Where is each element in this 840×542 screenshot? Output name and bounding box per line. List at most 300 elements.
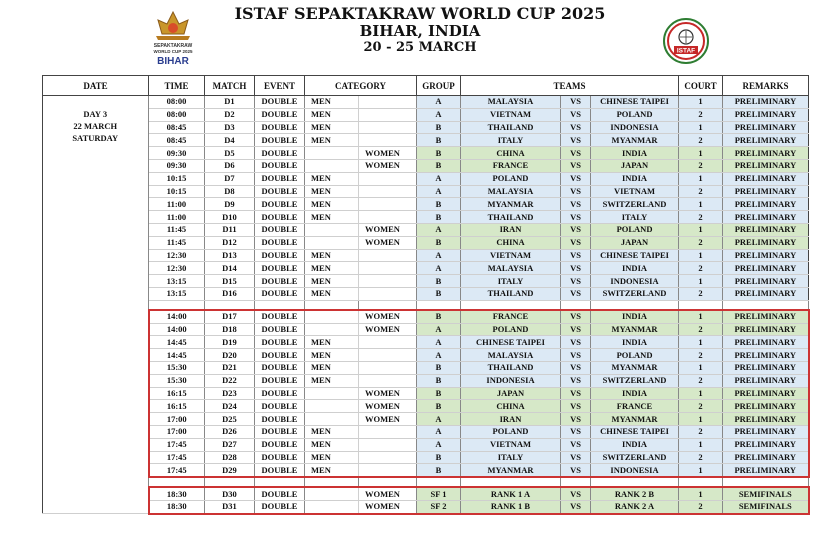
cell-team2: SWITZERLAND — [591, 198, 679, 211]
cell-team1: MALAYSIA — [461, 96, 561, 109]
cell-time: 17:45 — [149, 438, 205, 451]
cell-team1: THAILAND — [461, 287, 561, 300]
cell-men — [305, 500, 359, 513]
cell-remarks: PRELIMINARY — [723, 262, 809, 275]
cell-match: D15 — [205, 275, 255, 288]
cell-event: DOUBLE — [255, 121, 305, 134]
cell-men: MEN — [305, 451, 359, 464]
page-title: ISTAF SEPAKTAKRAW WORLD CUP 2025 — [234, 4, 606, 23]
cell-court: 1 — [679, 172, 723, 185]
col-court: COURT — [679, 76, 723, 96]
cell-vs: VS — [561, 374, 591, 387]
cell-remarks: PRELIMINARY — [723, 336, 809, 349]
cell-team1: CHINA — [461, 236, 561, 249]
cell-team1: JAPAN — [461, 387, 561, 400]
cell-event: DOUBLE — [255, 323, 305, 336]
cell-court: 2 — [679, 236, 723, 249]
cell-women — [359, 275, 417, 288]
cell-remarks: PRELIMINARY — [723, 275, 809, 288]
cell-men: MEN — [305, 349, 359, 362]
cell-court: 1 — [679, 249, 723, 262]
cell-men — [305, 413, 359, 426]
cell-match: D5 — [205, 147, 255, 160]
cell-men — [305, 236, 359, 249]
table-row — [43, 275, 809, 288]
cell-event: DOUBLE — [255, 96, 305, 109]
cell-women — [359, 425, 417, 438]
cell-group: SF 2 — [417, 500, 461, 513]
cell-match: D31 — [205, 500, 255, 513]
cell-match: D29 — [205, 464, 255, 477]
cell-vs: VS — [561, 387, 591, 400]
cell-vs: VS — [561, 287, 591, 300]
date-day: DAY 3 — [83, 109, 108, 119]
cell-time: 14:45 — [149, 336, 205, 349]
cell-match: D13 — [205, 249, 255, 262]
cell-remarks: PRELIMINARY — [723, 464, 809, 477]
table-row — [43, 464, 809, 477]
table-row — [43, 400, 809, 413]
cell-event: DOUBLE — [255, 336, 305, 349]
cell-group: B — [417, 387, 461, 400]
schedule-table — [42, 75, 810, 515]
cell-men — [305, 223, 359, 236]
cell-match: D20 — [205, 349, 255, 362]
cell-men: MEN — [305, 275, 359, 288]
cell-team2: SWITZERLAND — [591, 287, 679, 300]
cell-women — [359, 361, 417, 374]
cell-men — [305, 159, 359, 172]
cell-team2: SWITZERLAND — [591, 374, 679, 387]
cell-remarks: PRELIMINARY — [723, 361, 809, 374]
table-row — [43, 500, 809, 513]
cell-time: 10:15 — [149, 185, 205, 198]
cell-team1: FRANCE — [461, 310, 561, 323]
cell-men: MEN — [305, 172, 359, 185]
istaf-logo — [656, 16, 716, 66]
table-row — [43, 211, 809, 224]
table-row — [43, 134, 809, 147]
col-date: DATE — [43, 76, 149, 96]
cell-remarks: PRELIMINARY — [723, 349, 809, 362]
cell-group: B — [417, 275, 461, 288]
cell-court: 2 — [679, 185, 723, 198]
table-row — [43, 425, 809, 438]
table-row — [43, 361, 809, 374]
cell-vs: VS — [561, 223, 591, 236]
istaf-logo-text: ISTAF — [676, 47, 696, 55]
cell-court: 2 — [679, 262, 723, 275]
cell-women — [359, 374, 417, 387]
cell-women: WOMEN — [359, 400, 417, 413]
cell-group: A — [417, 185, 461, 198]
cell-group: B — [417, 374, 461, 387]
cell-women: WOMEN — [359, 223, 417, 236]
cell-team2: POLAND — [591, 108, 679, 121]
cell-men — [305, 400, 359, 413]
cell-remarks: PRELIMINARY — [723, 451, 809, 464]
cell-group: B — [417, 310, 461, 323]
cell-men — [305, 147, 359, 160]
cell-team1: POLAND — [461, 172, 561, 185]
cell-vs: VS — [561, 487, 591, 500]
table-row — [43, 336, 809, 349]
cell-time: 15:30 — [149, 374, 205, 387]
cell-group: B — [417, 287, 461, 300]
cell-team2: CHINESE TAIPEI — [591, 96, 679, 109]
cell-group: A — [417, 438, 461, 451]
cell-time: 09:30 — [149, 159, 205, 172]
table-row — [43, 262, 809, 275]
col-match: MATCH — [205, 76, 255, 96]
cell-men: MEN — [305, 249, 359, 262]
cell-group: B — [417, 236, 461, 249]
cell-remarks: PRELIMINARY — [723, 134, 809, 147]
cell-men: MEN — [305, 134, 359, 147]
cell-match: D30 — [205, 487, 255, 500]
cell-match: D17 — [205, 310, 255, 323]
cell-men: MEN — [305, 108, 359, 121]
cell-time: 14:45 — [149, 349, 205, 362]
cell-remarks: PRELIMINARY — [723, 159, 809, 172]
cell-vs: VS — [561, 159, 591, 172]
cell-team1: MALAYSIA — [461, 349, 561, 362]
cell-court: 2 — [679, 425, 723, 438]
cell-team1: IRAN — [461, 413, 561, 426]
cell-vs: VS — [561, 438, 591, 451]
cell-team1: ITALY — [461, 451, 561, 464]
cell-team1: POLAND — [461, 425, 561, 438]
cell-event: DOUBLE — [255, 413, 305, 426]
cell-event: DOUBLE — [255, 185, 305, 198]
cell-match: D11 — [205, 223, 255, 236]
cell-men: MEN — [305, 198, 359, 211]
cell-group: B — [417, 198, 461, 211]
cell-time: 17:00 — [149, 425, 205, 438]
cell-match: D23 — [205, 387, 255, 400]
col-remarks: REMARKS — [723, 76, 809, 96]
cell-men — [305, 310, 359, 323]
cell-team1: VIETNAM — [461, 108, 561, 121]
cell-time: 13:15 — [149, 287, 205, 300]
cell-women — [359, 198, 417, 211]
cell-team2: MYANMAR — [591, 361, 679, 374]
cell-group: A — [417, 223, 461, 236]
cell-team1: INDONESIA — [461, 374, 561, 387]
cell-time: 08:45 — [149, 134, 205, 147]
col-group: GROUP — [417, 76, 461, 96]
cell-event: DOUBLE — [255, 108, 305, 121]
cell-women: WOMEN — [359, 487, 417, 500]
cell-team1: CHINA — [461, 400, 561, 413]
cell-team1: RANK 1 A — [461, 487, 561, 500]
cell-court: 1 — [679, 96, 723, 109]
cell-team2: INDIA — [591, 310, 679, 323]
cell-remarks: PRELIMINARY — [723, 374, 809, 387]
cell-remarks: PRELIMINARY — [723, 249, 809, 262]
cell-women: WOMEN — [359, 159, 417, 172]
cell-event: DOUBLE — [255, 487, 305, 500]
cell-team2: ITALY — [591, 211, 679, 224]
date-weekday: SATURDAY — [72, 133, 119, 143]
cell-group: B — [417, 400, 461, 413]
cell-team2: INDIA — [591, 172, 679, 185]
cell-time: 08:45 — [149, 121, 205, 134]
cell-court: 1 — [679, 147, 723, 160]
table-row — [43, 198, 809, 211]
cell-men: MEN — [305, 121, 359, 134]
cell-court: 1 — [679, 387, 723, 400]
cell-women — [359, 185, 417, 198]
cell-event: DOUBLE — [255, 159, 305, 172]
cell-time: 17:45 — [149, 451, 205, 464]
cell-men: MEN — [305, 425, 359, 438]
cell-women — [359, 96, 417, 109]
cell-event: DOUBLE — [255, 287, 305, 300]
cell-group: B — [417, 464, 461, 477]
cell-court: 1 — [679, 361, 723, 374]
cell-women: WOMEN — [359, 323, 417, 336]
date-date: 22 MARCH — [73, 121, 118, 131]
cell-remarks: PRELIMINARY — [723, 438, 809, 451]
cell-vs: VS — [561, 96, 591, 109]
cell-vs: VS — [561, 262, 591, 275]
cell-team2: INDONESIA — [591, 275, 679, 288]
cell-remarks: PRELIMINARY — [723, 425, 809, 438]
cell-vs: VS — [561, 361, 591, 374]
cell-court: 1 — [679, 413, 723, 426]
date-cell — [43, 96, 149, 514]
cell-remarks: SEMIFINALS — [723, 487, 809, 500]
cell-time: 17:45 — [149, 464, 205, 477]
cell-group: B — [417, 211, 461, 224]
cell-team2: INDIA — [591, 387, 679, 400]
cell-vs: VS — [561, 185, 591, 198]
cell-team1: THAILAND — [461, 121, 561, 134]
cell-team2: CHINESE TAIPEI — [591, 425, 679, 438]
cell-court: 1 — [679, 223, 723, 236]
cell-time: 17:00 — [149, 413, 205, 426]
cell-court: 2 — [679, 134, 723, 147]
cell-court: 2 — [679, 400, 723, 413]
cell-team1: THAILAND — [461, 361, 561, 374]
session-gap — [43, 300, 809, 310]
cell-team2: SWITZERLAND — [591, 451, 679, 464]
header-row — [43, 76, 809, 96]
cell-court: 1 — [679, 198, 723, 211]
cell-event: DOUBLE — [255, 211, 305, 224]
cell-team2: JAPAN — [591, 236, 679, 249]
cell-time: 10:15 — [149, 172, 205, 185]
cell-event: DOUBLE — [255, 425, 305, 438]
table-row — [43, 349, 809, 362]
cell-match: D8 — [205, 185, 255, 198]
cell-event: DOUBLE — [255, 438, 305, 451]
cell-men — [305, 487, 359, 500]
cell-vs: VS — [561, 249, 591, 262]
cell-women — [359, 464, 417, 477]
cell-women: WOMEN — [359, 310, 417, 323]
cell-team2: INDIA — [591, 262, 679, 275]
cell-group: SF 1 — [417, 487, 461, 500]
cell-team1: VIETNAM — [461, 249, 561, 262]
cell-court: 2 — [679, 451, 723, 464]
cell-women — [359, 451, 417, 464]
cell-group: A — [417, 96, 461, 109]
cell-vs: VS — [561, 147, 591, 160]
cell-match: D25 — [205, 413, 255, 426]
world-cup-logo — [148, 10, 198, 68]
cell-remarks: PRELIMINARY — [723, 198, 809, 211]
table-row — [43, 438, 809, 451]
cell-court: 1 — [679, 275, 723, 288]
cell-vs: VS — [561, 108, 591, 121]
cell-team1: ITALY — [461, 275, 561, 288]
cell-event: DOUBLE — [255, 451, 305, 464]
cell-men — [305, 387, 359, 400]
col-event: EVENT — [255, 76, 305, 96]
cell-court: 1 — [679, 310, 723, 323]
cell-group: A — [417, 108, 461, 121]
cell-group: B — [417, 451, 461, 464]
cell-match: D4 — [205, 134, 255, 147]
cell-event: DOUBLE — [255, 374, 305, 387]
cell-women — [359, 134, 417, 147]
cell-vs: VS — [561, 134, 591, 147]
cell-match: D12 — [205, 236, 255, 249]
cell-team1: FRANCE — [461, 159, 561, 172]
cell-vs: VS — [561, 275, 591, 288]
cell-team1: MALAYSIA — [461, 262, 561, 275]
cell-group: B — [417, 134, 461, 147]
cell-men: MEN — [305, 287, 359, 300]
cell-remarks: PRELIMINARY — [723, 236, 809, 249]
cell-team2: FRANCE — [591, 400, 679, 413]
cell-remarks: PRELIMINARY — [723, 400, 809, 413]
cell-group: A — [417, 172, 461, 185]
cell-team1: ITALY — [461, 134, 561, 147]
cell-vs: VS — [561, 451, 591, 464]
cell-court: 2 — [679, 108, 723, 121]
cell-men: MEN — [305, 185, 359, 198]
table-row — [43, 172, 809, 185]
logo-text-line3: BIHAR — [157, 56, 189, 67]
col-teams: TEAMS — [461, 76, 679, 96]
cell-vs: VS — [561, 310, 591, 323]
cell-men — [305, 323, 359, 336]
cell-event: DOUBLE — [255, 464, 305, 477]
cell-team2: RANK 2 B — [591, 487, 679, 500]
cell-men: MEN — [305, 336, 359, 349]
cell-remarks: PRELIMINARY — [723, 287, 809, 300]
cell-group: B — [417, 159, 461, 172]
cell-match: D1 — [205, 96, 255, 109]
cell-team1: POLAND — [461, 323, 561, 336]
cell-remarks: PRELIMINARY — [723, 223, 809, 236]
cell-team2: JAPAN — [591, 159, 679, 172]
cell-time: 08:00 — [149, 96, 205, 109]
cell-team2: MYANMAR — [591, 323, 679, 336]
cell-time: 12:30 — [149, 249, 205, 262]
cell-match: D24 — [205, 400, 255, 413]
cell-team2: MYANMAR — [591, 134, 679, 147]
cell-match: D9 — [205, 198, 255, 211]
cell-vs: VS — [561, 336, 591, 349]
cell-remarks: PRELIMINARY — [723, 413, 809, 426]
cell-time: 08:00 — [149, 108, 205, 121]
cell-match: D6 — [205, 159, 255, 172]
cell-men: MEN — [305, 262, 359, 275]
cell-court: 2 — [679, 211, 723, 224]
cell-vs: VS — [561, 198, 591, 211]
cell-court: 1 — [679, 121, 723, 134]
cell-men: MEN — [305, 438, 359, 451]
cell-remarks: PRELIMINARY — [723, 121, 809, 134]
cell-team2: POLAND — [591, 349, 679, 362]
session-gap — [43, 477, 809, 487]
cell-women — [359, 172, 417, 185]
cell-time: 15:30 — [149, 361, 205, 374]
cell-remarks: PRELIMINARY — [723, 108, 809, 121]
cell-court: 1 — [679, 487, 723, 500]
cell-men: MEN — [305, 464, 359, 477]
table-row — [43, 223, 809, 236]
cell-team1: RANK 1 B — [461, 500, 561, 513]
cell-women — [359, 438, 417, 451]
cell-event: DOUBLE — [255, 310, 305, 323]
cell-group: A — [417, 413, 461, 426]
table-row — [43, 387, 809, 400]
cell-vs: VS — [561, 121, 591, 134]
col-time: TIME — [149, 76, 205, 96]
cell-remarks: PRELIMINARY — [723, 310, 809, 323]
cell-team1: CHINA — [461, 147, 561, 160]
col-category: CATEGORY — [305, 76, 417, 96]
cell-group: B — [417, 361, 461, 374]
cell-women — [359, 336, 417, 349]
cell-court: 2 — [679, 287, 723, 300]
cell-team2: INDONESIA — [591, 121, 679, 134]
cell-event: DOUBLE — [255, 249, 305, 262]
cell-team1: THAILAND — [461, 211, 561, 224]
cell-match: D19 — [205, 336, 255, 349]
cell-time: 12:30 — [149, 262, 205, 275]
cell-match: D3 — [205, 121, 255, 134]
cell-remarks: PRELIMINARY — [723, 96, 809, 109]
cell-event: DOUBLE — [255, 361, 305, 374]
cell-time: 11:00 — [149, 198, 205, 211]
cell-match: D18 — [205, 323, 255, 336]
cell-women: WOMEN — [359, 500, 417, 513]
logo-text-line2: WORLD CUP 2025 — [153, 49, 193, 54]
cell-court: 2 — [679, 374, 723, 387]
page-subtitle-dates: 20 - 25 MARCH — [363, 40, 477, 55]
cell-team2: INDIA — [591, 147, 679, 160]
table-row — [43, 323, 809, 336]
cell-match: D10 — [205, 211, 255, 224]
cell-time: 09:30 — [149, 147, 205, 160]
cell-men: MEN — [305, 361, 359, 374]
cell-event: DOUBLE — [255, 147, 305, 160]
table-row — [43, 108, 809, 121]
cell-women — [359, 287, 417, 300]
cell-vs: VS — [561, 172, 591, 185]
cell-vs: VS — [561, 211, 591, 224]
cell-time: 16:15 — [149, 387, 205, 400]
cell-match: D7 — [205, 172, 255, 185]
table-row — [43, 96, 809, 109]
table-row — [43, 121, 809, 134]
